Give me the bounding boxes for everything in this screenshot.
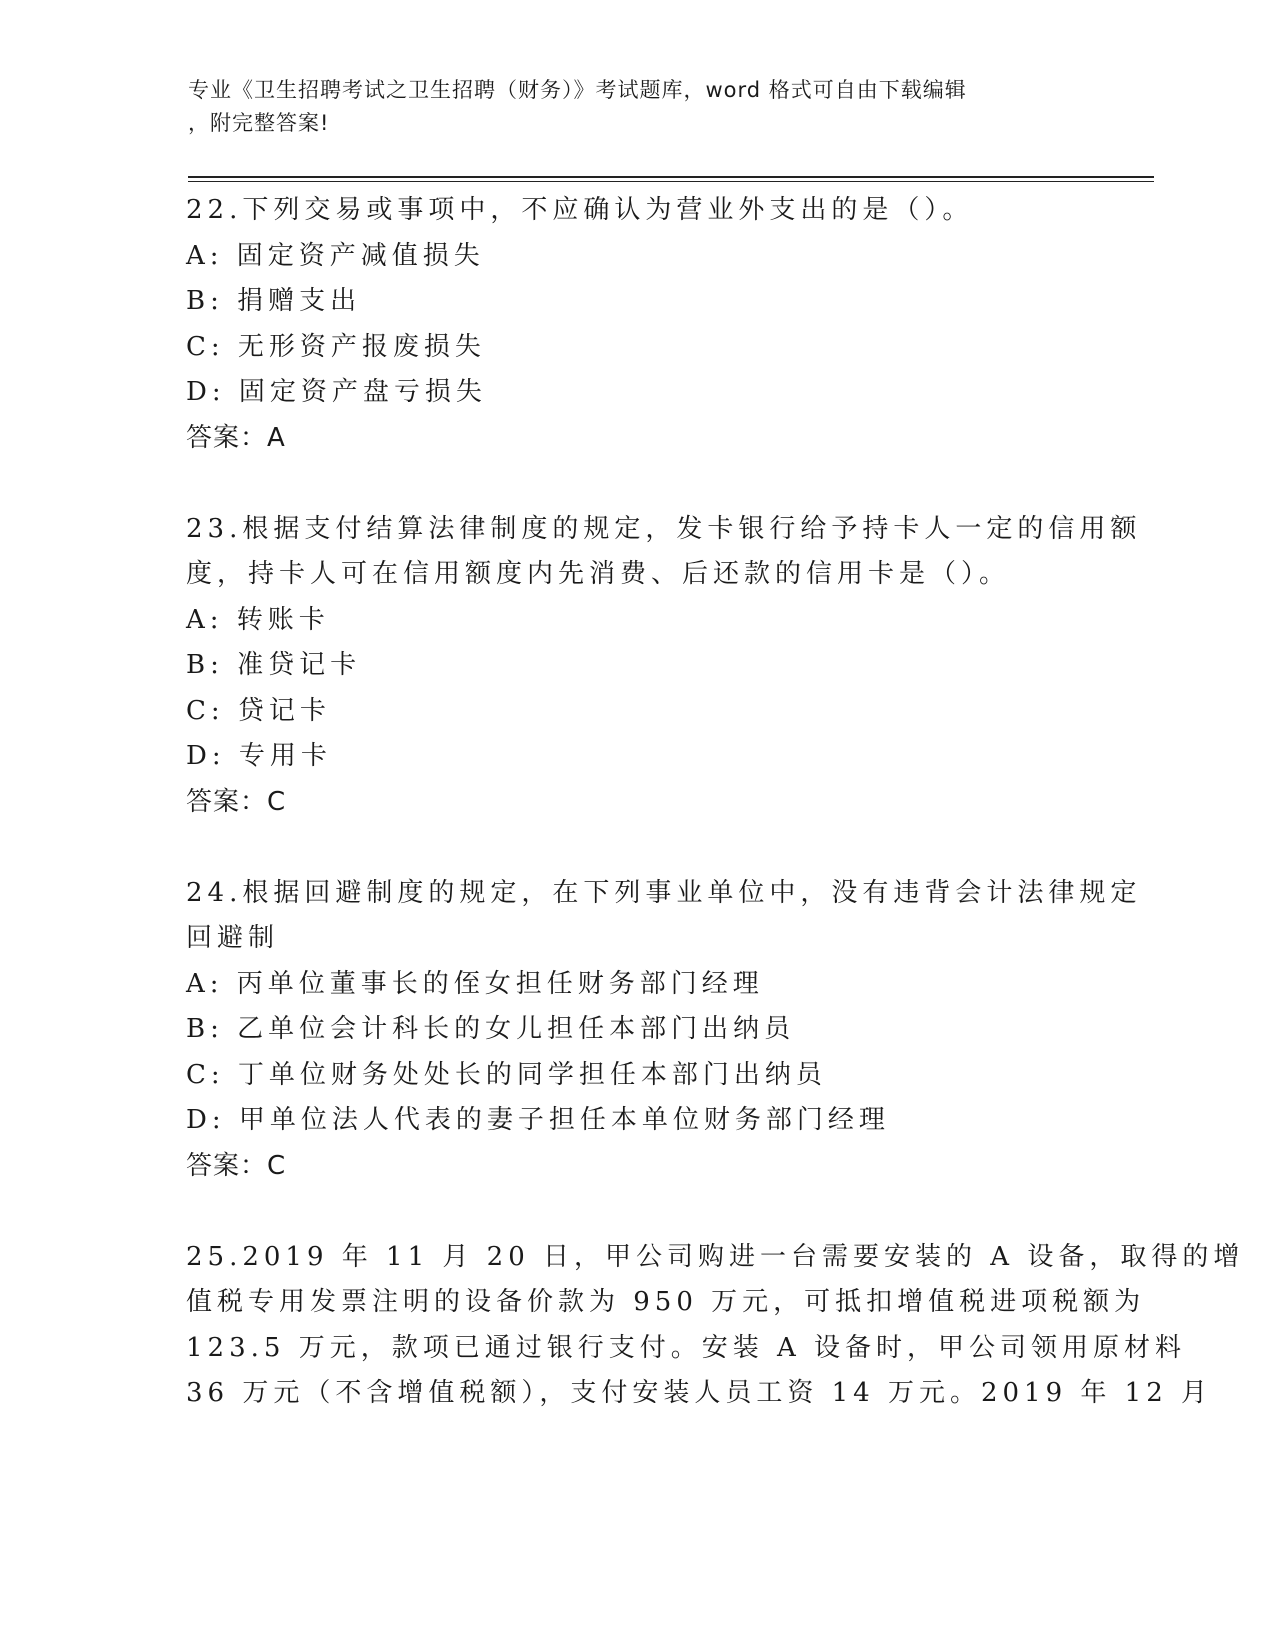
question-stem-continued: 123.5 万元，款项已通过银行支付。安装 A 设备时，甲公司领用原材料: [186, 1332, 1187, 1363]
question-spacer: [186, 461, 1086, 507]
document-header: [188, 74, 1068, 140]
header-line-2: ，附完整答案!: [188, 111, 330, 135]
answer: 答案：C: [186, 786, 287, 817]
question-22: [186, 188, 1086, 461]
option-b: B: 捐赠支出: [186, 286, 362, 316]
question-24: [186, 871, 1142, 1190]
option-d: D: 甲单位法人代表的妻子担任本单位财务部门经理: [186, 1105, 890, 1135]
question-stem-continued: 回避制: [186, 923, 280, 953]
question-stem-continued: 度，持卡人可在信用额度内先消费、后还款的信用卡是（）。: [186, 559, 1011, 589]
question-stem: 23.根据支付结算法律制度的规定，发卡银行给予持卡人一定的信用额: [186, 513, 1142, 544]
header-line-1: 专业《卫生招聘考试之卫生招聘（财务）》考试题库，word 格式可自由下载编辑: [188, 78, 967, 102]
option-b: B: 乙单位会计科长的女儿担任本部门出纳员: [186, 1014, 796, 1044]
question-list: [186, 188, 1245, 1417]
header-divider-thin: [188, 181, 1154, 182]
option-c: C: 丁单位财务处处长的同学担任本部门出纳员: [186, 1059, 827, 1090]
option-c: C: 贷记卡: [186, 695, 331, 726]
question-stem: 24.根据回避制度的规定，在下列事业单位中，没有违背会计法律规定: [186, 877, 1142, 908]
question-spacer: [186, 1189, 1086, 1235]
question-spacer: [186, 825, 1086, 871]
option-b: B: 准贷记卡: [186, 650, 362, 680]
option-c: C: 无形资产报废损失: [186, 331, 486, 362]
question-23: [186, 507, 1142, 826]
question-stem-continued: 值税专用发票注明的设备价款为 950 万元，可抵扣增值税进项税额为: [186, 1287, 1146, 1317]
header-divider-thick: [188, 176, 1154, 178]
question-stem-continued: 36 万元（不含增值税额），支付安装人员工资 14 万元。2019 年 12 月: [186, 1378, 1213, 1408]
option-a: A: 转账卡: [186, 604, 330, 635]
question-stem: 25.2019 年 11 月 20 日，甲公司购进一台需要安装的 A 设备，取得的增: [186, 1241, 1245, 1272]
option-a: A: 固定资产减值损失: [186, 240, 485, 271]
answer: 答案：C: [186, 1150, 287, 1181]
question-stem: 22.下列交易或事项中，不应确认为营业外支出的是（）。: [186, 195, 974, 225]
option-d: D: 专用卡: [186, 741, 332, 771]
question-25: [186, 1235, 1245, 1417]
option-a: A: 丙单位董事长的侄女担任财务部门经理: [186, 968, 764, 999]
answer: 答案：A: [186, 422, 286, 453]
option-d: D: 固定资产盘亏损失: [186, 377, 487, 407]
